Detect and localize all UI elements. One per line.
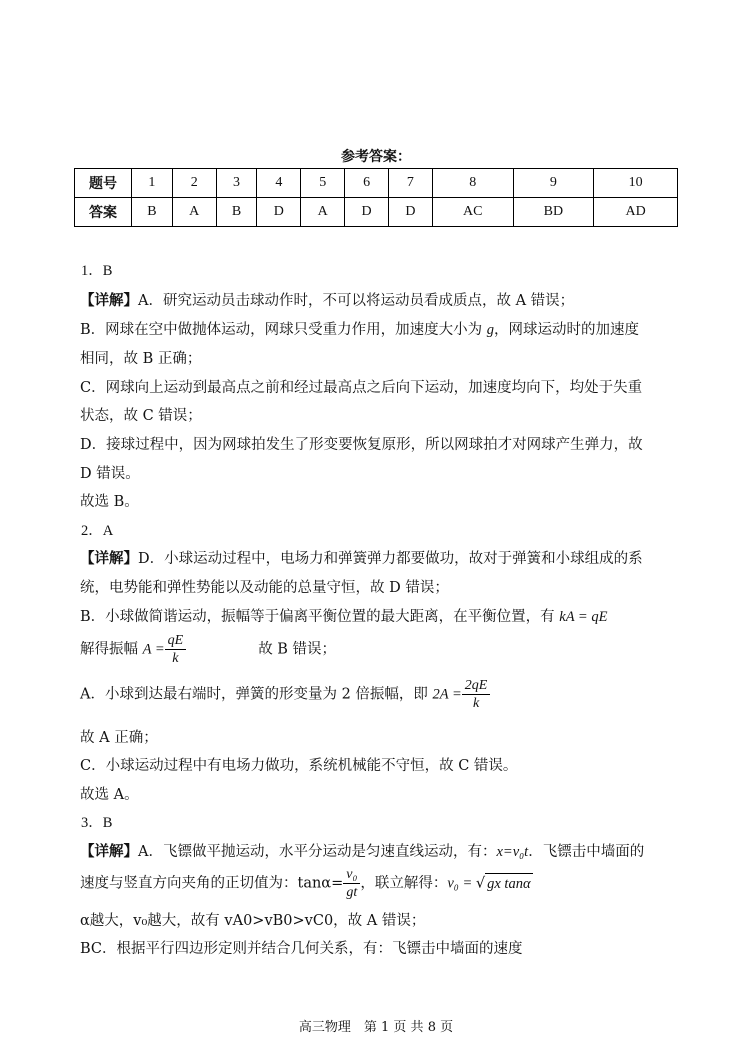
q3-sqrt: gx tanα <box>485 873 532 894</box>
table-cell: 8 <box>432 169 513 198</box>
q2-line-8: 故选 A。 <box>80 787 139 803</box>
answer-title: 参考答案： <box>341 149 411 165</box>
fraction-numerator: 2qE <box>462 677 491 695</box>
page-footer: 高三物理 第 1 页 共 8 页 <box>298 1020 454 1035</box>
q2-equation: A = <box>142 641 165 658</box>
q1-heading: 1．B <box>81 263 113 279</box>
q2-line-6: 故 A 正确； <box>80 730 158 746</box>
q2-equation: kA = qE <box>559 609 608 625</box>
q3-line-4: BC．根据平行四边形定则并结合几何关系，有：飞镖击中墙面的速度 <box>80 941 523 957</box>
table-cell: 5 <box>301 169 345 198</box>
q3-line-2 <box>80 866 533 901</box>
table-row-numbers <box>75 169 678 198</box>
table-cell: 7 <box>389 169 433 198</box>
table-row-answers <box>75 198 678 227</box>
q2-line-3 <box>80 607 607 627</box>
q1-line-3: 相同，故 B 正确； <box>80 351 202 367</box>
table-cell: 2 <box>172 169 216 198</box>
q2-line-7: C．小球运动过程中有电场力做功，系统机械能不守恒，故 C 错误。 <box>80 758 518 774</box>
q2-equation: 2A = <box>432 686 462 703</box>
fraction-denominator: gt <box>346 885 358 900</box>
q1-line-4: C．网球向上运动到最高点之前和经过最高点之后向下运动，加速度均向下，均处于失重 <box>80 380 643 396</box>
q1-line-1 <box>80 291 574 311</box>
table-header-number: 题号 <box>75 169 132 198</box>
table-cell: 9 <box>513 169 594 198</box>
table-cell: BD <box>513 198 594 227</box>
explanation-label: 【详解】 <box>80 551 138 567</box>
fraction-denominator: k <box>472 696 480 711</box>
table-cell: B <box>132 198 173 227</box>
table-cell: AC <box>432 198 513 227</box>
q1-var-g: g <box>486 322 495 338</box>
table-cell: D <box>389 198 433 227</box>
fraction-numerator: v₀ <box>343 866 360 884</box>
q2-line-4 <box>80 632 336 667</box>
q2-line-5 <box>80 677 490 712</box>
fraction-numerator: qE <box>165 632 187 650</box>
table-cell: 6 <box>345 169 389 198</box>
q2-text: 故 B 错误； <box>258 641 337 658</box>
q2-text: D．小球运动过程中，电场力和弹簧弹力都要做功，故对于弹簧和小球组成的系 <box>138 551 643 567</box>
q1-line-6: D．接球过程中，因为网球拍发生了形变要恢复原形，所以网球拍才对网球产生弹力，故 <box>80 437 643 453</box>
q1-line-7: D 错误。 <box>80 466 140 482</box>
table-cell: A <box>172 198 216 227</box>
q3-text: ，联立解得： <box>360 875 448 892</box>
answer-table <box>74 168 678 227</box>
table-cell: D <box>345 198 389 227</box>
q1-line-8: 故选 B。 <box>80 494 139 510</box>
explanation-label: 【详解】 <box>80 293 138 309</box>
q3-text: A．飞镖做平抛运动，水平分运动是匀速直线运动，有： <box>138 844 497 860</box>
q2-text: 解得振幅 <box>80 641 143 658</box>
table-cell: D <box>257 198 301 227</box>
table-cell: B <box>216 198 257 227</box>
q3-text: ．飞镖击中墙面的 <box>528 844 645 860</box>
q3-fraction <box>343 866 360 901</box>
table-cell: 4 <box>257 169 301 198</box>
table-cell: 3 <box>216 169 257 198</box>
q2-heading: 2．A <box>81 523 114 539</box>
q1-line-2 <box>80 320 639 340</box>
q2-line-2: 统，电势能和弹性势能以及动能的总量守恒，故 D 错误； <box>80 580 449 596</box>
q2-line-1 <box>80 549 643 569</box>
fraction-denominator: k <box>172 651 179 666</box>
q1-text: B．网球在空中做抛体运动，网球只受重力作用，加速度大小为 <box>80 322 487 338</box>
explanation-label: 【详解】 <box>80 844 138 860</box>
table-cell: A <box>301 198 345 227</box>
q3-text: 速度与竖直方向夹角的正切值为：tanα= <box>80 875 344 892</box>
q3-line-1 <box>80 842 644 862</box>
q2-fraction <box>165 632 187 667</box>
table-cell: 10 <box>594 169 678 198</box>
q2-text: B．小球做简谐运动，振幅等于偏离平衡位置的最大距离，在平衡位置，有 <box>80 609 560 625</box>
sqrt-symbol: √ <box>475 875 486 892</box>
table-header-answer: 答案 <box>75 198 132 227</box>
q3-heading: 3．B <box>81 815 113 831</box>
table-cell: AD <box>594 198 678 227</box>
q2-fraction <box>462 677 491 712</box>
q3-equation: x=v₀t <box>496 844 529 860</box>
q3-equation: v₀ = <box>447 875 476 892</box>
q1-text: A．研究运动员击球动作时，不可以将运动员看成质点，故 A 错误； <box>138 293 575 309</box>
q1-text: ，网球运动时的加速度 <box>494 322 640 338</box>
q1-line-5: 状态，故 C 错误； <box>80 408 202 424</box>
table-cell: 1 <box>132 169 173 198</box>
q2-text: A．小球到达最右端时，弹簧的形变量为 2 倍振幅，即 <box>80 686 433 703</box>
q3-line-3: α越大，v₀越大，故有 vA0>vB0>vC0，故 A 错误； <box>80 913 426 929</box>
